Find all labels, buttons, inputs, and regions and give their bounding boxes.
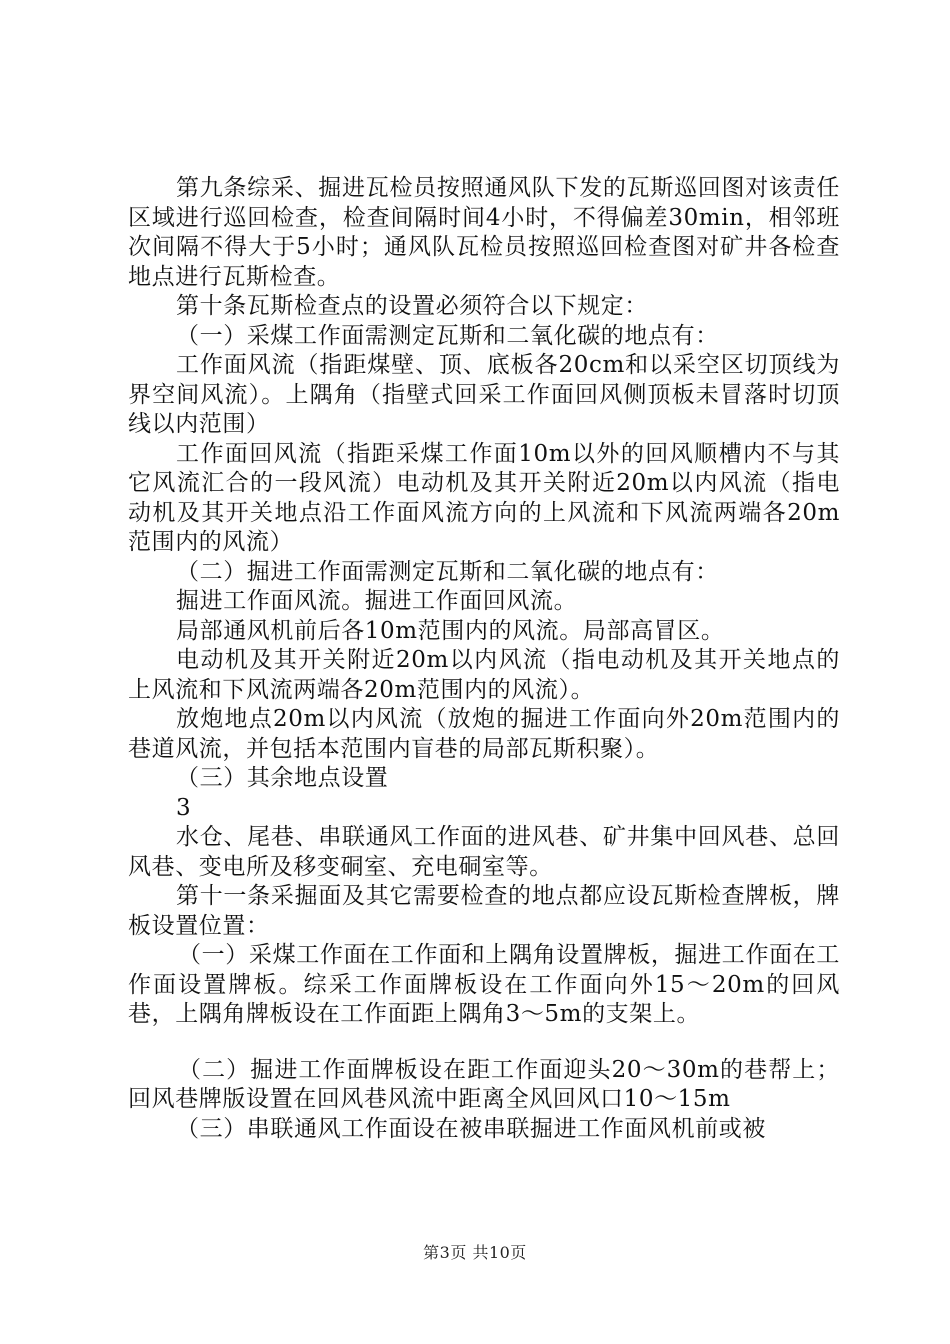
- paragraph-blasting-site: 放炮地点20m以内风流（放炮的掘进工作面向外20m范围内的巷道风流，并包括本范围内盲巷的局部瓦斯积聚）。: [128, 706, 840, 762]
- paragraph-return-airflow: 工作面回风流（指距采煤工作面10m以外的回风顺槽内不与其它风流汇合的一段风流）电动机及其开关附近20m以内风流（指电动机及其开关地点沿工作面风流方向的上风流和下风流两端各20m范围内的风流）: [128, 440, 840, 555]
- paragraph-article-9: 第九条综采、掘进瓦检员按照通风队下发的瓦斯巡回图对该责任区域进行巡回检查，检查间隔时间4小时，不得偏差30min，相邻班次间隔不得大于5小时；通风队瓦检员按照巡回检查图对矿井各检查地点进行瓦斯检查。: [128, 175, 840, 290]
- paragraph-board-section-3: （三）串联通风工作面设在被串联掘进工作面风机前或被: [176, 1115, 766, 1142]
- document-body: [128, 174, 840, 1144]
- paragraph-working-face-airflow: 工作面风流（指距煤壁、顶、底板各20cm和以采空区切顶线为界空间风流）。上隅角（指壁式回采工作面回风侧顶板未冒落时切顶线以内范围）: [128, 352, 840, 437]
- paragraph-local-fan: 局部通风机前后各10m范围内的风流。局部高冒区。: [176, 617, 725, 644]
- paragraph-stray-number: 3: [176, 794, 192, 821]
- paragraph-other-locations: 水仓、尾巷、串联通风工作面的进风巷、矿井集中回风巷、总回风巷、变电所及移变硐室、充电硐室等。: [128, 824, 840, 880]
- paragraph-motor-switch: 电动机及其开关附近20m以内风流（指电动机及其开关地点的上风流和下风流两端各20m范围内的风流）。: [128, 647, 840, 703]
- paragraph-article-10: 第十条瓦斯检查点的设置必须符合以下规定：: [176, 293, 648, 319]
- paragraph-section-2-heading: （二）掘进工作面需测定瓦斯和二氧化碳的地点有：: [176, 558, 719, 585]
- page-number: 第3页 共10页: [423, 1243, 527, 1262]
- paragraph-board-section-2: （二）掘进工作面牌板设在距工作面迎头20～30m的巷帮上；回风巷牌版设置在回风巷风流中距离全风回风口10～15m: [128, 1056, 840, 1112]
- paragraph-article-11: 第十一条采掘面及其它需要检查的地点都应设瓦斯检查牌板，牌板设置位置：: [128, 883, 840, 939]
- paragraph-section-1-heading: （一）采煤工作面需测定瓦斯和二氧化碳的地点有：: [176, 322, 719, 349]
- paragraph-section-3-heading: （三）其余地点设置: [176, 765, 389, 791]
- paragraph-spacer: [128, 1030, 840, 1056]
- paragraph-heading-face-airflow: 掘进工作面风流。掘进工作面回风流。: [176, 588, 578, 614]
- paragraph-board-section-1: （一）采煤工作面在工作面和上隅角设置牌板，掘进工作面在工作面设置牌板。综采工作面牌板设在工作面向外15～20m的回风巷，上隅角牌板设在工作面距上隅角3～5m的支架上。: [128, 942, 840, 1027]
- page-footer: [0, 1240, 950, 1263]
